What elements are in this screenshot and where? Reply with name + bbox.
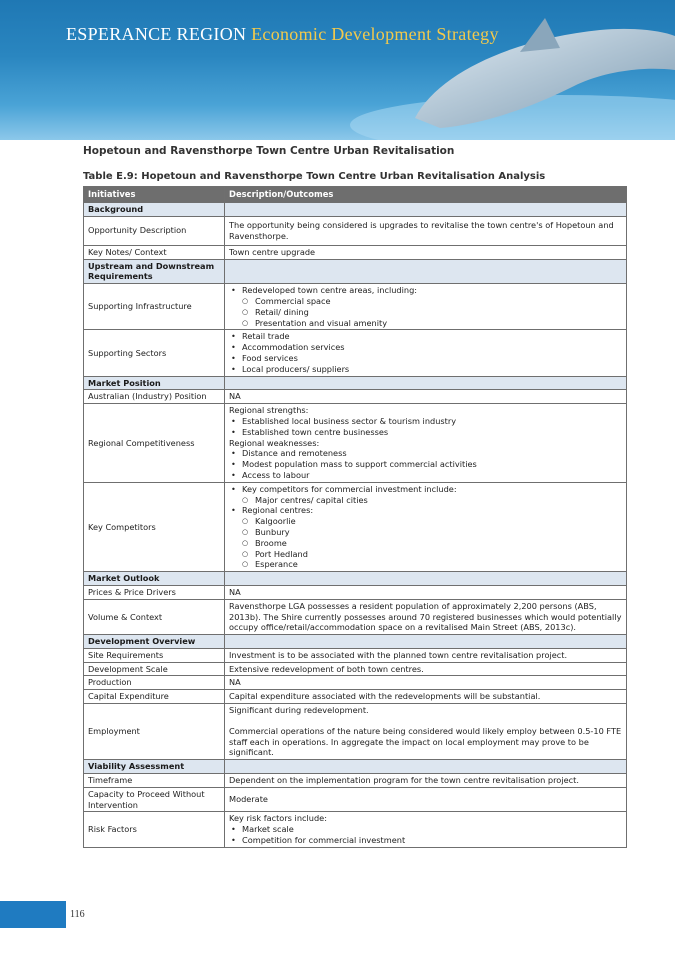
list-item: ○ Commercial space — [229, 296, 622, 307]
row-value — [225, 284, 627, 330]
row-value: NA — [225, 676, 627, 690]
row-label: Regional Competitiveness — [84, 404, 225, 483]
row-label: Risk Factors — [84, 812, 225, 847]
table-header-row — [84, 187, 627, 203]
row-label: Opportunity Description — [84, 216, 225, 245]
table-row — [84, 216, 627, 245]
table-row — [84, 404, 627, 483]
table-row — [84, 599, 627, 634]
analysis-table — [83, 186, 627, 848]
publication-title — [66, 24, 499, 45]
list-item: • Established local business sector & tourism industry — [229, 416, 622, 427]
table-caption: Table E.9: Hopetoun and Ravensthorpe Town Centre Urban Revitalisation Analysis — [83, 171, 546, 182]
column-header: Initiatives — [84, 187, 225, 203]
strengths-heading: Regional strengths: — [229, 405, 309, 416]
row-value: NA — [225, 390, 627, 404]
row-label: Australian (Industry) Position — [84, 390, 225, 404]
row-label: Capital Expenditure — [84, 690, 225, 704]
table-row — [84, 812, 627, 847]
category-label: Upstream and Downstream Requirements — [84, 259, 225, 284]
list-item: • Access to labour — [229, 470, 622, 481]
list-item: • Distance and remoteness — [229, 448, 622, 459]
row-value: The opportunity being considered is upgrades to revitalise the town centre's of Hopetoun and Ravensthorpe. — [225, 216, 627, 245]
dolphin-fin — [520, 18, 560, 52]
row-value — [225, 482, 627, 571]
table-row — [84, 787, 627, 812]
table-row — [84, 648, 627, 662]
row-label: Key Competitors — [84, 482, 225, 571]
row-value: Dependent on the implementation program for the town centre revitalisation project. — [225, 774, 627, 788]
list-item: ○ Bunbury — [229, 527, 622, 538]
category-label: Background — [84, 203, 225, 217]
row-value: Ravensthorpe LGA possesses a resident population of approximately 2,200 persons (ABS, 2013b). The Shire currently possesses around 70 registered businesses which would potentially occupy office/retail/accommodation space on a revitalised Main Street (ABS, 2013c). — [225, 599, 627, 634]
row-label: Site Requirements — [84, 648, 225, 662]
list-item: • Retail trade — [229, 331, 622, 342]
column-header: Description/Outcomes — [225, 187, 627, 203]
title-secondary: Economic Development Strategy — [251, 24, 499, 44]
category-row — [84, 760, 627, 774]
section-heading: Hopetoun and Ravensthorpe Town Centre Urban Revitalisation — [83, 145, 455, 157]
list-item: • Food services — [229, 353, 622, 364]
title-primary: ESPERANCE REGION — [66, 24, 247, 44]
list-item: • Key competitors for commercial investment include: — [229, 484, 622, 495]
list-item: • Accommodation services — [229, 342, 622, 353]
list-item: • Local producers/ suppliers — [229, 364, 622, 375]
table-row — [84, 482, 627, 571]
list-item: ○ Major centres/ capital cities — [229, 495, 622, 506]
page-number: 116 — [70, 909, 85, 920]
risk-lead: Key risk factors include: — [229, 813, 327, 824]
employment-text: Significant during redevelopment. — [229, 705, 369, 716]
table-row — [84, 330, 627, 376]
row-value: Moderate — [225, 787, 627, 812]
row-value — [225, 704, 627, 760]
category-row — [84, 376, 627, 390]
list-item: • Competition for commercial investment — [229, 835, 622, 846]
row-label: Employment — [84, 704, 225, 760]
table-row — [84, 690, 627, 704]
row-label: Volume & Context — [84, 599, 225, 634]
category-label: Market Outlook — [84, 572, 225, 586]
table-row — [84, 704, 627, 760]
row-label: Development Scale — [84, 662, 225, 676]
table-row — [84, 585, 627, 599]
row-label: Capacity to Proceed Without Intervention — [84, 787, 225, 812]
category-label: Market Position — [84, 376, 225, 390]
list-item: • Established town centre businesses — [229, 427, 622, 438]
list-item: • Modest population mass to support commercial activities — [229, 459, 622, 470]
category-row — [84, 259, 627, 284]
category-label: Development Overview — [84, 635, 225, 649]
category-row — [84, 203, 627, 217]
list-item: ○ Presentation and visual amenity — [229, 318, 622, 329]
weaknesses-heading: Regional weaknesses: — [229, 437, 320, 448]
category-label: Viability Assessment — [84, 760, 225, 774]
row-label: Production — [84, 676, 225, 690]
dolphin-image — [0, 0, 675, 140]
row-label: Supporting Sectors — [84, 330, 225, 376]
row-value: Town centre upgrade — [225, 245, 627, 259]
list-item: ○ Retail/ dining — [229, 307, 622, 318]
category-row — [84, 635, 627, 649]
row-label: Key Notes/ Context — [84, 245, 225, 259]
row-value: Extensive redevelopment of both town centres. — [225, 662, 627, 676]
category-row — [84, 572, 627, 586]
table-row — [84, 774, 627, 788]
list-item: • Market scale — [229, 824, 622, 835]
table-row — [84, 390, 627, 404]
row-value: Capital expenditure associated with the redevelopments will be substantial. — [225, 690, 627, 704]
table-row — [84, 284, 627, 330]
footer-bar — [0, 901, 66, 928]
row-value: Investment is to be associated with the planned town centre revitalisation project. — [225, 648, 627, 662]
table-row — [84, 676, 627, 690]
list-item: • Regional centres: — [229, 505, 622, 516]
list-item: • Redeveloped town centre areas, including: — [229, 285, 622, 296]
list-item: ○ Port Hedland — [229, 549, 622, 560]
row-value — [225, 404, 627, 483]
row-label: Timeframe — [84, 774, 225, 788]
row-value: NA — [225, 585, 627, 599]
row-label: Supporting Infrastructure — [84, 284, 225, 330]
employment-text: Commercial operations of the nature being considered would likely employ between 0.5-10 FTE staff each in operations. In aggregate the impact on local employment may prove to be significant. — [229, 725, 622, 758]
list-item: ○ Kalgoorlie — [229, 516, 622, 527]
list-item: ○ Esperance — [229, 559, 622, 570]
table-row — [84, 245, 627, 259]
list-item: ○ Broome — [229, 538, 622, 549]
row-value — [225, 330, 627, 376]
row-value — [225, 812, 627, 847]
header-banner — [0, 0, 675, 140]
table-row — [84, 662, 627, 676]
row-label: Prices & Price Drivers — [84, 585, 225, 599]
